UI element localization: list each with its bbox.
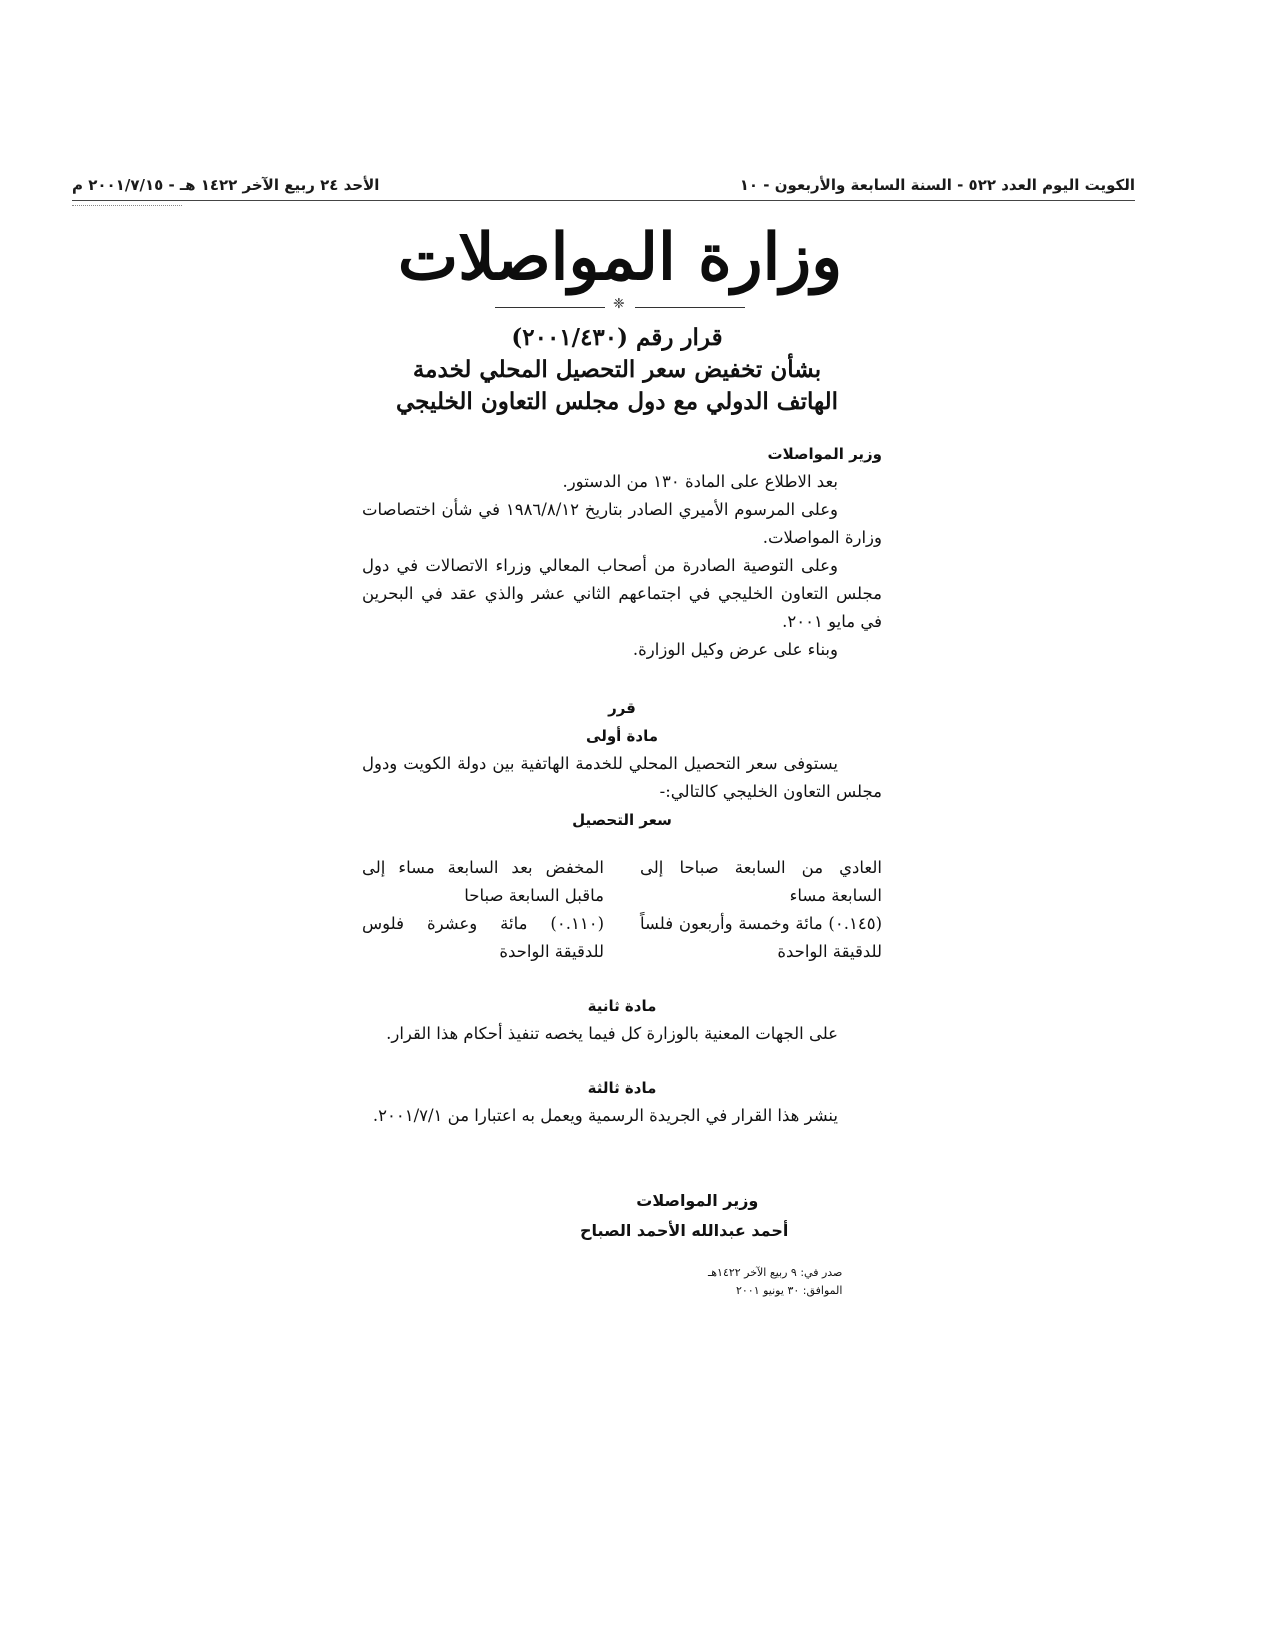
signatory-name: أحمد عبدالله الأحمد الصباح xyxy=(580,1221,789,1240)
preamble-recommendation: وعلى التوصية الصادرة من أصحاب المعالي وزراء الاتصالات في دول مجلس التعاون الخليجي في اجتماعهم الثاني عشر والذي عقد في البحرين في مايو ٢٠٠١. xyxy=(362,556,882,631)
decision-subject-line-2: الهاتف الدولي مع دول مجلس التعاون الخليجي xyxy=(396,388,838,415)
article-2-text: على الجهات المعنية بالوزارة كل فيما يخصه تنفيذ أحكام هذا القرار. xyxy=(386,1024,838,1043)
decision-title xyxy=(372,322,862,418)
ministry-masthead: وزارة المواصلات xyxy=(397,220,843,295)
normal-period: العادي من السابعة صباحا إلى السابعة مساء xyxy=(640,858,882,905)
signatory-title: وزير المواصلات xyxy=(636,1191,759,1210)
decision-body xyxy=(362,440,882,1130)
running-header-date: الأحد ٢٤ ربيع الآخر ١٤٢٢ هـ - ٢٠٠١/٧/١٥ م xyxy=(72,176,380,194)
reduced-rate: (٠.١١٠) مائة وعشرة فلوس للدقيقة الواحدة xyxy=(362,914,604,961)
decision-subject-line-1: بشأن تخفيض سعر التحصيل المحلي لخدمة xyxy=(412,356,822,383)
rate-column-normal xyxy=(622,854,882,966)
header-rule xyxy=(72,200,1135,201)
ornament-line-right xyxy=(635,307,745,308)
rate-heading: سعر التحصيل xyxy=(572,811,672,829)
rate-table xyxy=(362,854,882,966)
decision-number: قرار رقم (٢٠٠١/٤٣٠) xyxy=(511,324,723,351)
issuer-heading: وزير المواصلات xyxy=(767,445,882,463)
signature-block xyxy=(580,1186,788,1246)
ornament-line-left xyxy=(495,307,605,308)
rate-column-reduced xyxy=(362,854,622,966)
issue-date-block xyxy=(708,1264,842,1300)
header-dotted-rule xyxy=(72,205,182,206)
article-3-text: ينشر هذا القرار في الجريدة الرسمية ويعمل به اعتبارا من ٢٠٠١/٧/١. xyxy=(372,1106,838,1125)
preamble-decree: وعلى المرسوم الأميري الصادر بتاريخ ١٩٨٦/٨/١٢ في شأن اختصاصات وزارة المواصلات. xyxy=(362,500,882,547)
issue-date-hijri: صدر في: ٩ ربيع الآخر ١٤٢٢هـ xyxy=(708,1266,843,1279)
article-1-heading: مادة أولى xyxy=(586,727,658,745)
title-ornament xyxy=(495,296,745,314)
running-header-issue: الكويت اليوم العدد ٥٢٢ - السنة السابعة والأربعون - ١٠ xyxy=(739,176,1135,194)
article-1-text: يستوفى سعر التحصيل المحلي للخدمة الهاتفية بين دولة الكويت ودول مجلس التعاون الخليجي كالتالي:- xyxy=(362,754,882,801)
decided-heading: قرر xyxy=(608,699,636,717)
preamble-constitution: بعد الاطلاع على المادة ١٣٠ من الدستور. xyxy=(562,472,838,491)
preamble-proposal: وبناء على عرض وكيل الوزارة. xyxy=(632,640,838,659)
normal-rate: (٠.١٤٥) مائة وخمسة وأربعون فلساً للدقيقة الواحدة xyxy=(640,914,882,961)
article-3-heading: مادة ثالثة xyxy=(587,1079,657,1097)
ornament-icon: ❈ xyxy=(613,296,625,312)
reduced-period: المخفض بعد السابعة مساء إلى ماقبل السابعة صباحا xyxy=(362,858,604,905)
article-2-heading: مادة ثانية xyxy=(587,997,657,1015)
issue-date-gregorian: الموافق: ٣٠ يونيو ٢٠٠١ xyxy=(735,1284,843,1297)
